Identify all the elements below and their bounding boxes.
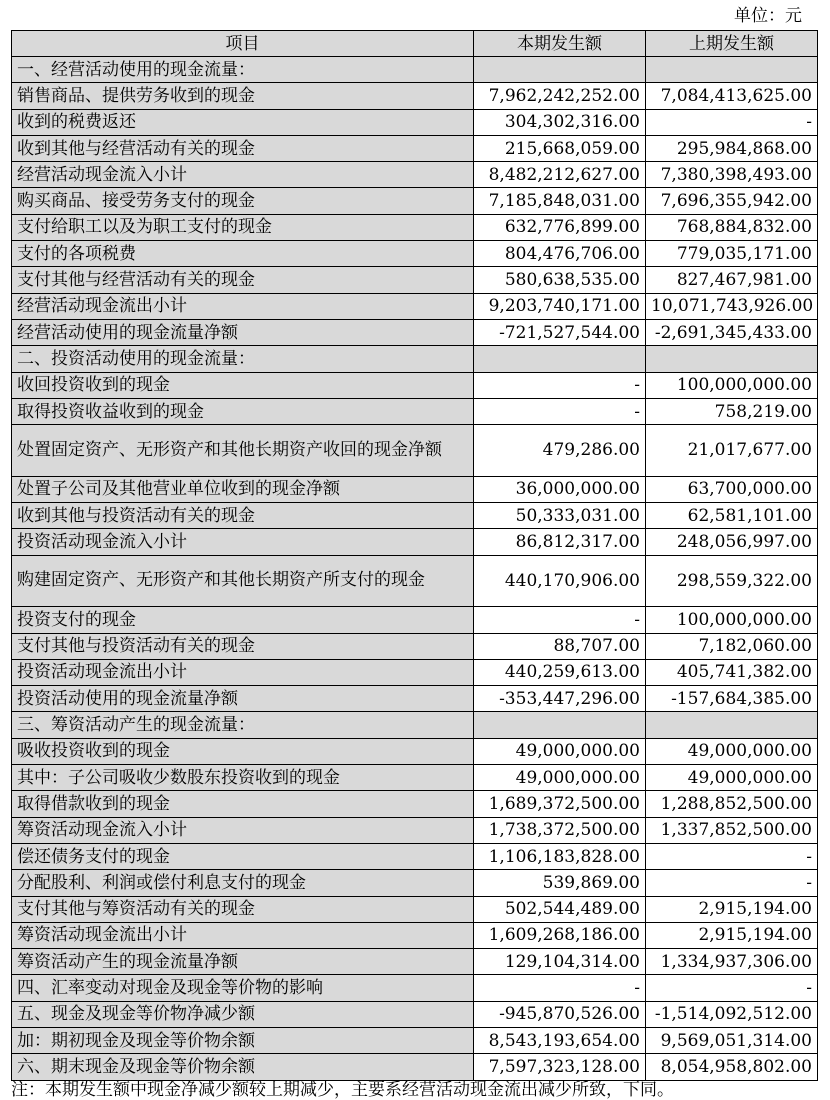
table-row (12, 162, 818, 188)
table-row (12, 109, 818, 135)
table-row (12, 1001, 818, 1027)
cash-flow-table (11, 30, 818, 1081)
row-previous-value: -1,514,092,512.00 (646, 1001, 818, 1027)
table-row (12, 949, 818, 975)
section-header-row (12, 57, 818, 83)
table-row (12, 529, 818, 555)
row-label: 五、现金及现金等价物净减少额 (12, 1001, 474, 1027)
row-current-value: 440,259,613.00 (474, 659, 646, 685)
table-row (12, 319, 818, 345)
table-row (12, 870, 818, 896)
table-row (12, 267, 818, 293)
row-current-value: 88,707.00 (474, 633, 646, 659)
row-previous-value: - (646, 843, 818, 869)
table-row (12, 372, 818, 398)
unit-label: 单位：元 (734, 6, 802, 26)
row-current-value: 1,106,183,828.00 (474, 843, 646, 869)
row-previous-value: 49,000,000.00 (646, 765, 818, 791)
row-label: 加：期初现金及现金等价物余额 (12, 1027, 474, 1053)
row-current-value: 129,104,314.00 (474, 949, 646, 975)
table-row (12, 135, 818, 161)
row-previous-value: -2,691,345,433.00 (646, 319, 818, 345)
row-current-value: - (474, 607, 646, 633)
table-row (12, 1054, 818, 1080)
row-label: 分配股利、利润或偿付利息支付的现金 (12, 870, 474, 896)
table-row (12, 503, 818, 529)
row-current-value: 1,689,372,500.00 (474, 791, 646, 817)
row-previous-value: 49,000,000.00 (646, 738, 818, 764)
row-previous-value: 768,884,832.00 (646, 214, 818, 240)
row-label: 支付其他与投资活动有关的现金 (12, 633, 474, 659)
row-previous-value: 100,000,000.00 (646, 607, 818, 633)
row-current-value: -353,447,296.00 (474, 686, 646, 712)
row-label: 取得投资收益收到的现金 (12, 398, 474, 424)
row-current-value: -721,527,544.00 (474, 319, 646, 345)
table-row (12, 817, 818, 843)
row-previous-value: 295,984,868.00 (646, 135, 818, 161)
row-previous-value (646, 57, 818, 83)
table-row (12, 791, 818, 817)
row-label: 处置子公司及其他营业单位收到的现金净额 (12, 476, 474, 502)
table-row (12, 765, 818, 791)
row-previous-value: 9,569,051,314.00 (646, 1027, 818, 1053)
row-label: 投资活动现金流出小计 (12, 659, 474, 685)
row-label: 筹资活动产生的现金流量净额 (12, 949, 474, 975)
row-previous-value: 7,380,398,493.00 (646, 162, 818, 188)
section-header-row (12, 712, 818, 738)
row-label: 经营活动使用的现金流量净额 (12, 319, 474, 345)
row-label: 销售商品、提供劳务收到的现金 (12, 83, 474, 109)
table-row (12, 188, 818, 214)
row-previous-value: 7,182,060.00 (646, 633, 818, 659)
row-label: 收回投资收到的现金 (12, 372, 474, 398)
row-current-value: - (474, 398, 646, 424)
row-previous-value: 298,559,322.00 (646, 555, 818, 607)
row-label: 一、经营活动使用的现金流量： (12, 57, 474, 83)
row-current-value: 539,869.00 (474, 870, 646, 896)
row-current-value: 50,333,031.00 (474, 503, 646, 529)
row-current-value: 1,609,268,186.00 (474, 922, 646, 948)
table-row (12, 476, 818, 502)
row-previous-value: 8,054,958,802.00 (646, 1054, 818, 1080)
row-current-value: -945,870,526.00 (474, 1001, 646, 1027)
row-previous-value: 779,035,171.00 (646, 241, 818, 267)
table-row (12, 241, 818, 267)
row-current-value: - (474, 975, 646, 1001)
row-current-value: 49,000,000.00 (474, 738, 646, 764)
row-label: 筹资活动现金流入小计 (12, 817, 474, 843)
row-previous-value: - (646, 975, 818, 1001)
row-label: 支付的各项税费 (12, 241, 474, 267)
row-current-value: 49,000,000.00 (474, 765, 646, 791)
row-previous-value: 21,017,677.00 (646, 425, 818, 477)
row-label: 四、汇率变动对现金及现金等价物的影响 (12, 975, 474, 1001)
row-current-value: - (474, 372, 646, 398)
row-label: 筹资活动现金流出小计 (12, 922, 474, 948)
row-label: 二、投资活动使用的现金流量： (12, 346, 474, 372)
row-current-value (474, 57, 646, 83)
row-previous-value: 62,581,101.00 (646, 503, 818, 529)
table-row (12, 555, 818, 607)
row-label: 六、期末现金及现金等价物余额 (12, 1054, 474, 1080)
footer-note: 注：本期发生额中现金净减少额较上期减少，主要系经营活动现金流出减少所致，下同。 (11, 1080, 674, 1100)
table-row (12, 922, 818, 948)
row-label: 投资支付的现金 (12, 607, 474, 633)
table-row (12, 659, 818, 685)
header-current-period: 本期发生额 (474, 31, 646, 57)
table-row (12, 686, 818, 712)
table-row (12, 398, 818, 424)
row-previous-value: 758,219.00 (646, 398, 818, 424)
row-current-value: 36,000,000.00 (474, 476, 646, 502)
row-label: 处置固定资产、无形资产和其他长期资产收回的现金净额 (12, 425, 474, 477)
row-previous-value: 1,334,937,306.00 (646, 949, 818, 975)
row-previous-value: 248,056,997.00 (646, 529, 818, 555)
row-label: 其中：子公司吸收少数股东投资收到的现金 (12, 765, 474, 791)
row-label: 投资活动使用的现金流量净额 (12, 686, 474, 712)
row-current-value: 7,185,848,031.00 (474, 188, 646, 214)
row-current-value: 9,203,740,171.00 (474, 293, 646, 319)
row-label: 取得借款收到的现金 (12, 791, 474, 817)
row-previous-value: - (646, 870, 818, 896)
row-current-value: 215,668,059.00 (474, 135, 646, 161)
row-label: 购建固定资产、无形资产和其他长期资产所支付的现金 (12, 555, 474, 607)
row-current-value: 1,738,372,500.00 (474, 817, 646, 843)
row-current-value (474, 712, 646, 738)
row-current-value (474, 346, 646, 372)
row-previous-value: - (646, 109, 818, 135)
row-current-value: 580,638,535.00 (474, 267, 646, 293)
row-label: 收到其他与经营活动有关的现金 (12, 135, 474, 161)
table-row (12, 214, 818, 240)
row-current-value: 440,170,906.00 (474, 555, 646, 607)
header-item: 项目 (12, 31, 474, 57)
row-previous-value (646, 346, 818, 372)
row-previous-value: 10,071,743,926.00 (646, 293, 818, 319)
row-label: 投资活动现金流入小计 (12, 529, 474, 555)
row-previous-value: 2,915,194.00 (646, 896, 818, 922)
row-label: 收到其他与投资活动有关的现金 (12, 503, 474, 529)
row-label: 吸收投资收到的现金 (12, 738, 474, 764)
header-previous-period: 上期发生额 (646, 31, 818, 57)
table-row (12, 633, 818, 659)
row-current-value: 804,476,706.00 (474, 241, 646, 267)
row-current-value: 86,812,317.00 (474, 529, 646, 555)
row-previous-value: 63,700,000.00 (646, 476, 818, 502)
row-label: 支付其他与经营活动有关的现金 (12, 267, 474, 293)
row-current-value: 304,302,316.00 (474, 109, 646, 135)
row-previous-value (646, 712, 818, 738)
table-row (12, 843, 818, 869)
table-row (12, 1027, 818, 1053)
row-previous-value: 7,696,355,942.00 (646, 188, 818, 214)
row-label: 经营活动现金流出小计 (12, 293, 474, 319)
table-row (12, 738, 818, 764)
row-current-value: 479,286.00 (474, 425, 646, 477)
row-previous-value: 2,915,194.00 (646, 922, 818, 948)
row-label: 收到的税费返还 (12, 109, 474, 135)
row-current-value: 7,962,242,252.00 (474, 83, 646, 109)
row-label: 偿还债务支付的现金 (12, 843, 474, 869)
row-label: 支付给职工以及为职工支付的现金 (12, 214, 474, 240)
row-label: 支付其他与筹资活动有关的现金 (12, 896, 474, 922)
row-previous-value: -157,684,385.00 (646, 686, 818, 712)
section-header-row (12, 346, 818, 372)
row-current-value: 7,597,323,128.00 (474, 1054, 646, 1080)
table-row (12, 896, 818, 922)
row-previous-value: 405,741,382.00 (646, 659, 818, 685)
table-row (12, 293, 818, 319)
table-row (12, 607, 818, 633)
row-current-value: 8,543,193,654.00 (474, 1027, 646, 1053)
row-current-value: 632,776,899.00 (474, 214, 646, 240)
row-current-value: 8,482,212,627.00 (474, 162, 646, 188)
table-row (12, 425, 818, 477)
row-current-value: 502,544,489.00 (474, 896, 646, 922)
row-previous-value: 7,084,413,625.00 (646, 83, 818, 109)
row-previous-value: 100,000,000.00 (646, 372, 818, 398)
row-label: 经营活动现金流入小计 (12, 162, 474, 188)
row-previous-value: 827,467,981.00 (646, 267, 818, 293)
row-label: 购买商品、接受劳务支付的现金 (12, 188, 474, 214)
table-row (12, 83, 818, 109)
row-previous-value: 1,337,852,500.00 (646, 817, 818, 843)
row-previous-value: 1,288,852,500.00 (646, 791, 818, 817)
table-row (12, 975, 818, 1001)
row-label: 三、筹资活动产生的现金流量： (12, 712, 474, 738)
table-header-row (12, 31, 818, 57)
